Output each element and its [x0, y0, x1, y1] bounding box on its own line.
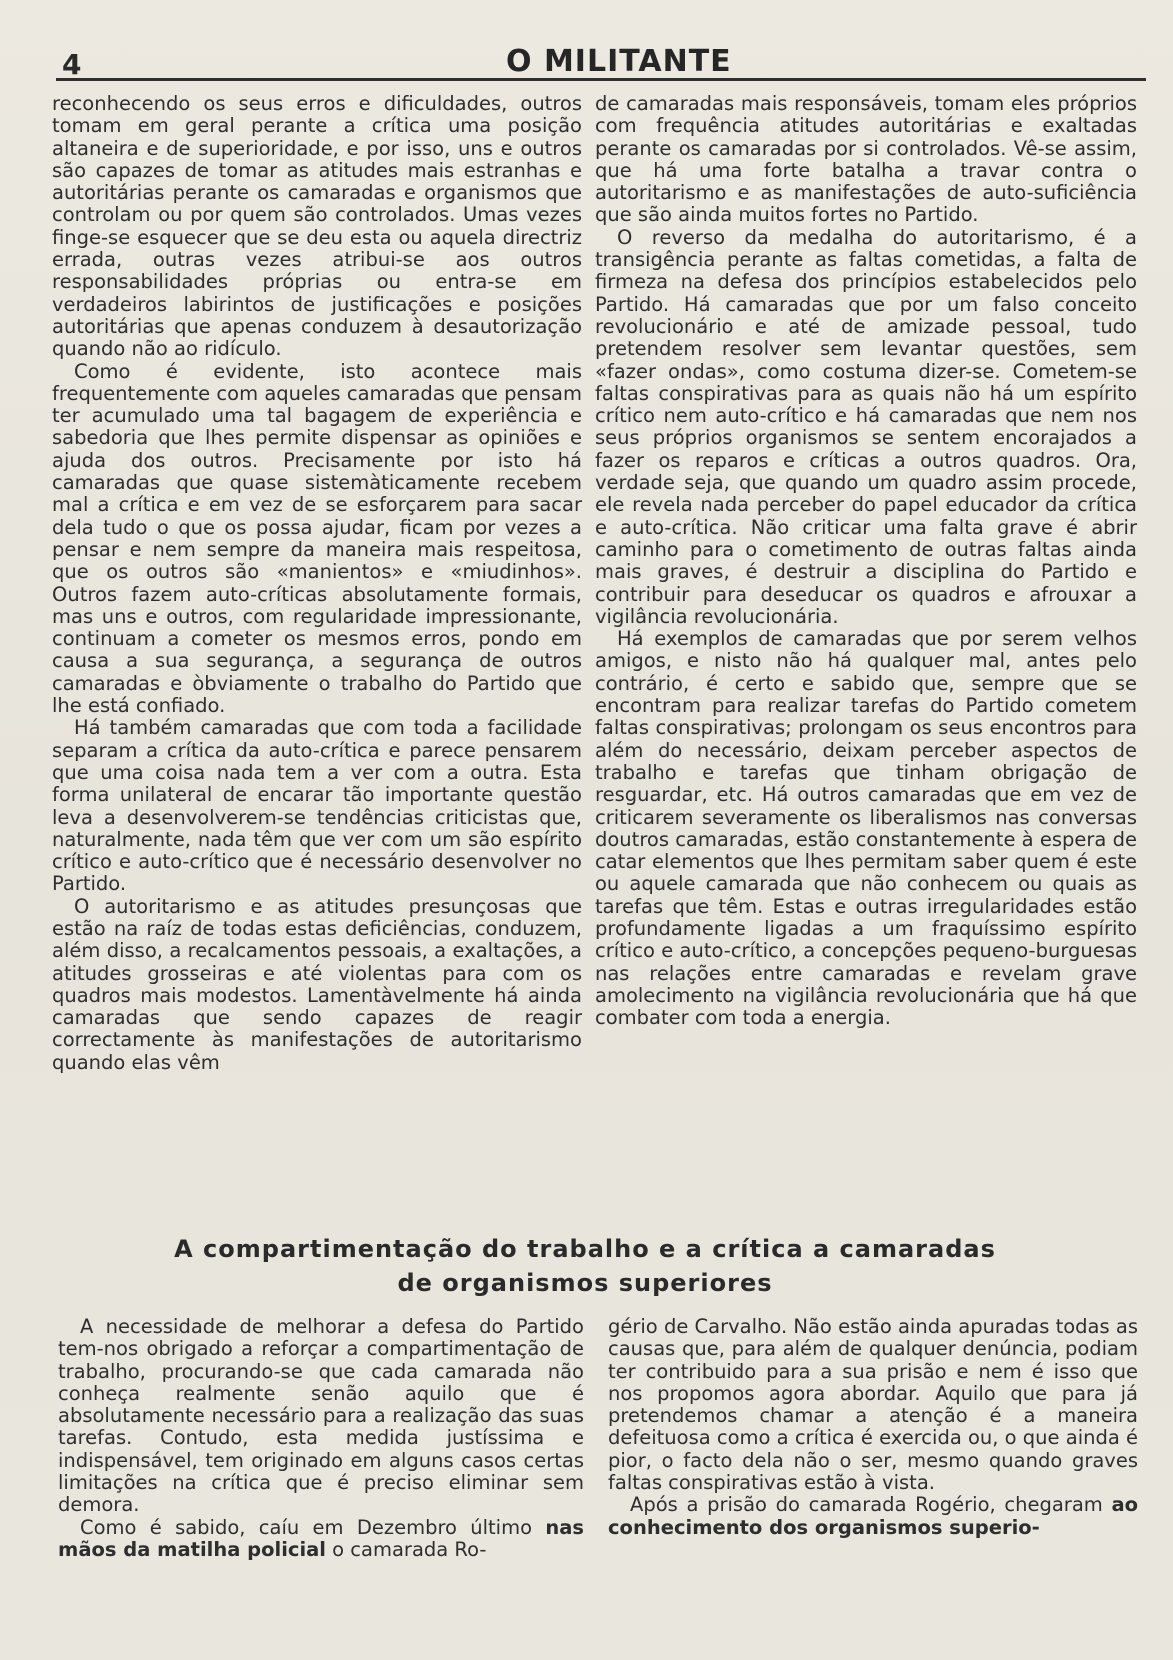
paragraph: reconhecendo os seus erros e dificuldades, outros tomam em geral perante a crítica uma posição altaneira e de superioridade, e por isso, uns e outros são capazes de tomar as atitudes mais estranhas e autoritárias perante os camaradas e organismos que controlam ou por quem são controlados. Umas vezes finge-se esquecer que se deu esta ou aquela directriz errada, outras vezes atribui-se aos outros responsabilidades próprias ou entra-se em verdadeiros labirintos de justificações e posições autoritárias que apenas conduzem à desautorização quando não ao ridículo.	[52, 92, 582, 361]
paragraph: de camaradas mais responsáveis, tomam eles próprios com frequência atitudes autoritárias e exaltadas perante os camaradas por si controlados. Vê-se assim, que há uma forte batalha a travar contra o autoritarismo e as manifestações de auto-suficiência que são ainda muitos fortes no Partido.	[595, 92, 1137, 227]
section-heading-line-1: A compartimentação do trabalho e a crítica a camaradas	[174, 1235, 996, 1263]
paragraph: Há também camaradas que com toda a facilidade separam a crítica da auto-crítica e parece pensarem que uma coisa nada tem a ver com a outra. Esta forma unilateral de encarar tão importante questão leva a desenvolverem-se tendências criticistas que, naturalmente, nada têm que ver com um são espírito crítico e auto-crítico que é necessário desenvolver no Partido.	[52, 716, 582, 896]
paragraph-last	[58, 1517, 584, 1562]
paragraph: Como é evidente, isto acontece mais frequentemente com aqueles camaradas que pensam ter acumulado uma tal bagagem de experiência e sabedoria que lhes permite dispensar as opiniões e ajuda dos outros. Precisamente por isto há camaradas que quase sistemàticamente recebem mal a crítica e em vez de se esforçarem para sacar dela tudo o que os possa ajudar, ficam por vezes a pensar e nem sempre da maneira mais respeitosa, que os outros são «manientos» e «miudinhos». Outros fazem auto-críticas absolutamente formais, mas uns e outros, com regularidade impressionante, continuam a cometer os mesmos erros, pondo em causa a sua segurança, a segurança de outros camaradas e òbviamente o trabalho do Partido que lhe está confiado.	[52, 359, 582, 718]
page-header	[56, 28, 1146, 80]
paragraph-text: Após a prisão do camarada Rogério, chegaram	[630, 1493, 1112, 1517]
paragraph: O autoritarismo e as atitudes presunçosas que estão na raíz de todas estas deficiências, conduzem, além disso, a recalcamentos pessoais, a exaltações, a atitudes grosseiras e até violentas para com os quadros mais modestos. Lamentàvelmente há ainda camaradas que sendo capazes de reagir correctamente às manifestações de autoritarismo quando elas vêm	[52, 894, 582, 1074]
section-heading-line-2: de organismos superiores	[397, 1269, 773, 1297]
header-rule	[56, 78, 1146, 81]
paragraph: A necessidade de melhorar a defesa do Partido tem-nos obrigado a reforçar a compartimentação de trabalho, procurando-se que cada camarada não conheça realmente senão aquilo que é absolutamente necessário para a realização das suas tarefas. Contudo, esta medida justíssima e indispensável, tem originado em alguns casos certas limitações na crítica que é preciso eliminar sem demora.	[58, 1315, 584, 1517]
paragraph: gério de Carvalho. Não estão ainda apuradas todas as causas que, para além de qualquer denúncia, podiam ter contribuido para a sua prisão e nem é isso que nos propomos agora abordar. Aquilo que para já pretendemos chamar a atenção é a maneira defeituosa como a crítica é exercida ou, o que ainda é pior, o facto dela não o ser, mesmo quando graves faltas conspirativas estão à vista.	[608, 1315, 1138, 1495]
column-top-left	[52, 93, 582, 1074]
masthead-title: O MILITANTE	[506, 44, 732, 79]
bold-phrase: nas mãos da matilha policial	[58, 1515, 584, 1561]
paragraph-text: Como é sabido, caíu em Dezembro último	[80, 1515, 533, 1539]
bold-phrase: ao conhecimento dos organismos superio-	[608, 1493, 1138, 1539]
page-number: 4	[62, 48, 82, 81]
paragraph-text: o camarada Ro-	[325, 1537, 487, 1561]
column-bottom-right	[608, 1316, 1138, 1539]
paragraph-last	[608, 1494, 1138, 1539]
section-heading	[60, 1232, 1110, 1300]
paragraph: O reverso da medalha do autoritarismo, é a transigência perante as faltas cometidas, a falta de firmeza na defesa dos princípios estabelecidos pelo Partido. Há camaradas que por um falso conceito revolucionário e até de amizade pessoal, tudo pretendem resolver sem levantar questões, sem «fazer ondas», como costuma dizer-se. Cometem-se faltas conspirativas para as quais não há um espírito crítico nem auto-crítico e há camaradas que nem nos seus próprios organismos se sentem encorajados a fazer os reparos e críticas a outros quadros. Ora, verdade seja, que quando um quadro assim procede, ele revela nada perceber do papel educador da crítica e auto-crítica. Não criticar uma falta grave é abrir caminho para o cometimento de outras faltas ainda mais graves, é destruir a disciplina do Partido e contribuir para deseducar os quadros e afrouxar a vigilância revolucionária.	[595, 225, 1137, 628]
column-bottom-left	[58, 1316, 584, 1561]
column-top-right	[595, 93, 1137, 1029]
paragraph: Há exemplos de camaradas que por serem velhos amigos, e nisto não há qualquer mal, antes pelo contrário, é certo e sabido que, sempre que se encontram para realizar tarefas do Partido cometem faltas conspirativas; prolongam os seus encontros para além do necessário, deixam perceber aspectos de trabalho e tarefas que tinham obrigação de resguardar, etc. Há outros camaradas que em vez de criticarem severamente os liberalismos nas conversas doutros camaradas, estão constantemente à espera de catar elementos que lhes permitam saber quem é este ou aquele camarada que não conhecem ou quais as tarefas que têm. Estas e outras irregularidades estão profundamente ligadas a um fraquíssimo espírito crítico e auto-crítico, a concepções pequeno-burguesas nas relações entre camaradas e revelam grave amolecimento na vigilância revolucionária que há que combater com toda a energia.	[595, 627, 1137, 1030]
